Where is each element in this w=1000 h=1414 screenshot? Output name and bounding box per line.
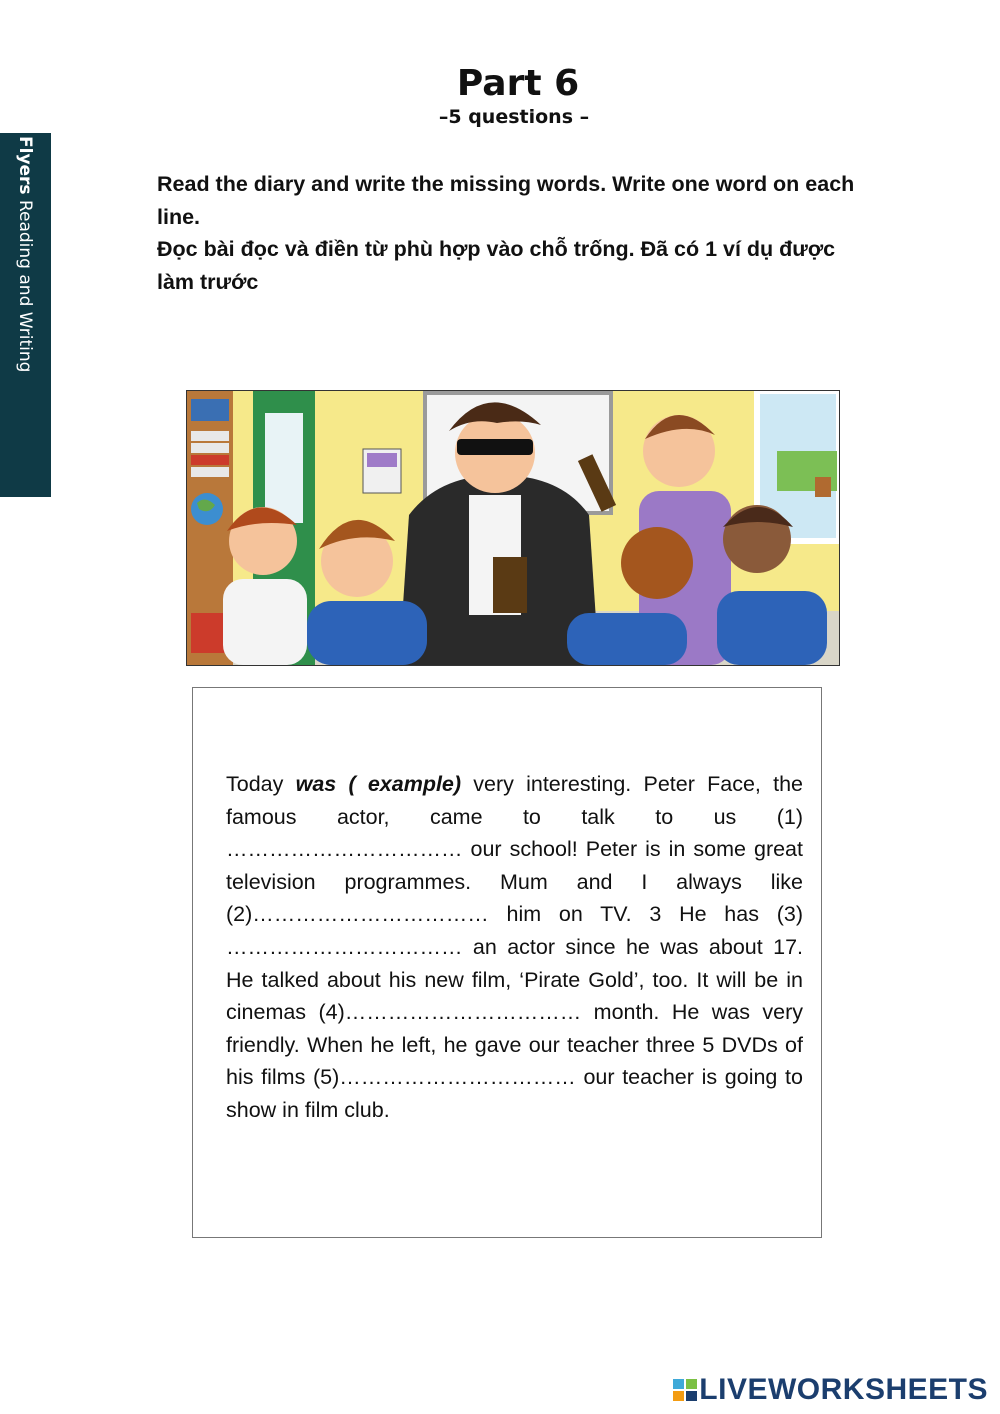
example-answer: was ( example) [295, 772, 462, 796]
liveworksheets-logo [673, 1372, 988, 1408]
page-title: Part 6 [456, 63, 580, 104]
page-subtitle: –5 questions – [438, 106, 590, 128]
diary-passage: Today was ( example) very interesting. Peter Face, the famous actor, came to talk to us (1) …………………………… our school! Peter is in some great television programmes. Mum and I always like (2)…………………………… him on TV. 3 He has (3) …………………………… an actor since he was about 17. He talked about his new film, ‘Pirate Gold’, too. It will be in cinemas (4)…………………………… month. He was very friendly. When he left, he gave our teacher three 5 DVDs of his films (5)…………………………… our teacher is going to show in film club. [226, 772, 803, 1122]
instructions [157, 168, 877, 298]
classroom-illustration [186, 390, 840, 666]
side-tab-label: Flyers Reading and Writing [15, 136, 35, 373]
diary-text-box [192, 687, 822, 1238]
liveworksheets-logo-icon [673, 1377, 699, 1403]
logo-text: LIVEWORKSHEETS [699, 1373, 988, 1406]
instructions-english: Read the diary and write the missing words. Write one word on each line. [157, 172, 855, 229]
instructions-vietnamese: Đọc bài đọc và điền từ phù hợp vào chỗ trống. Đã có 1 ví dụ được làm trước [157, 237, 836, 294]
